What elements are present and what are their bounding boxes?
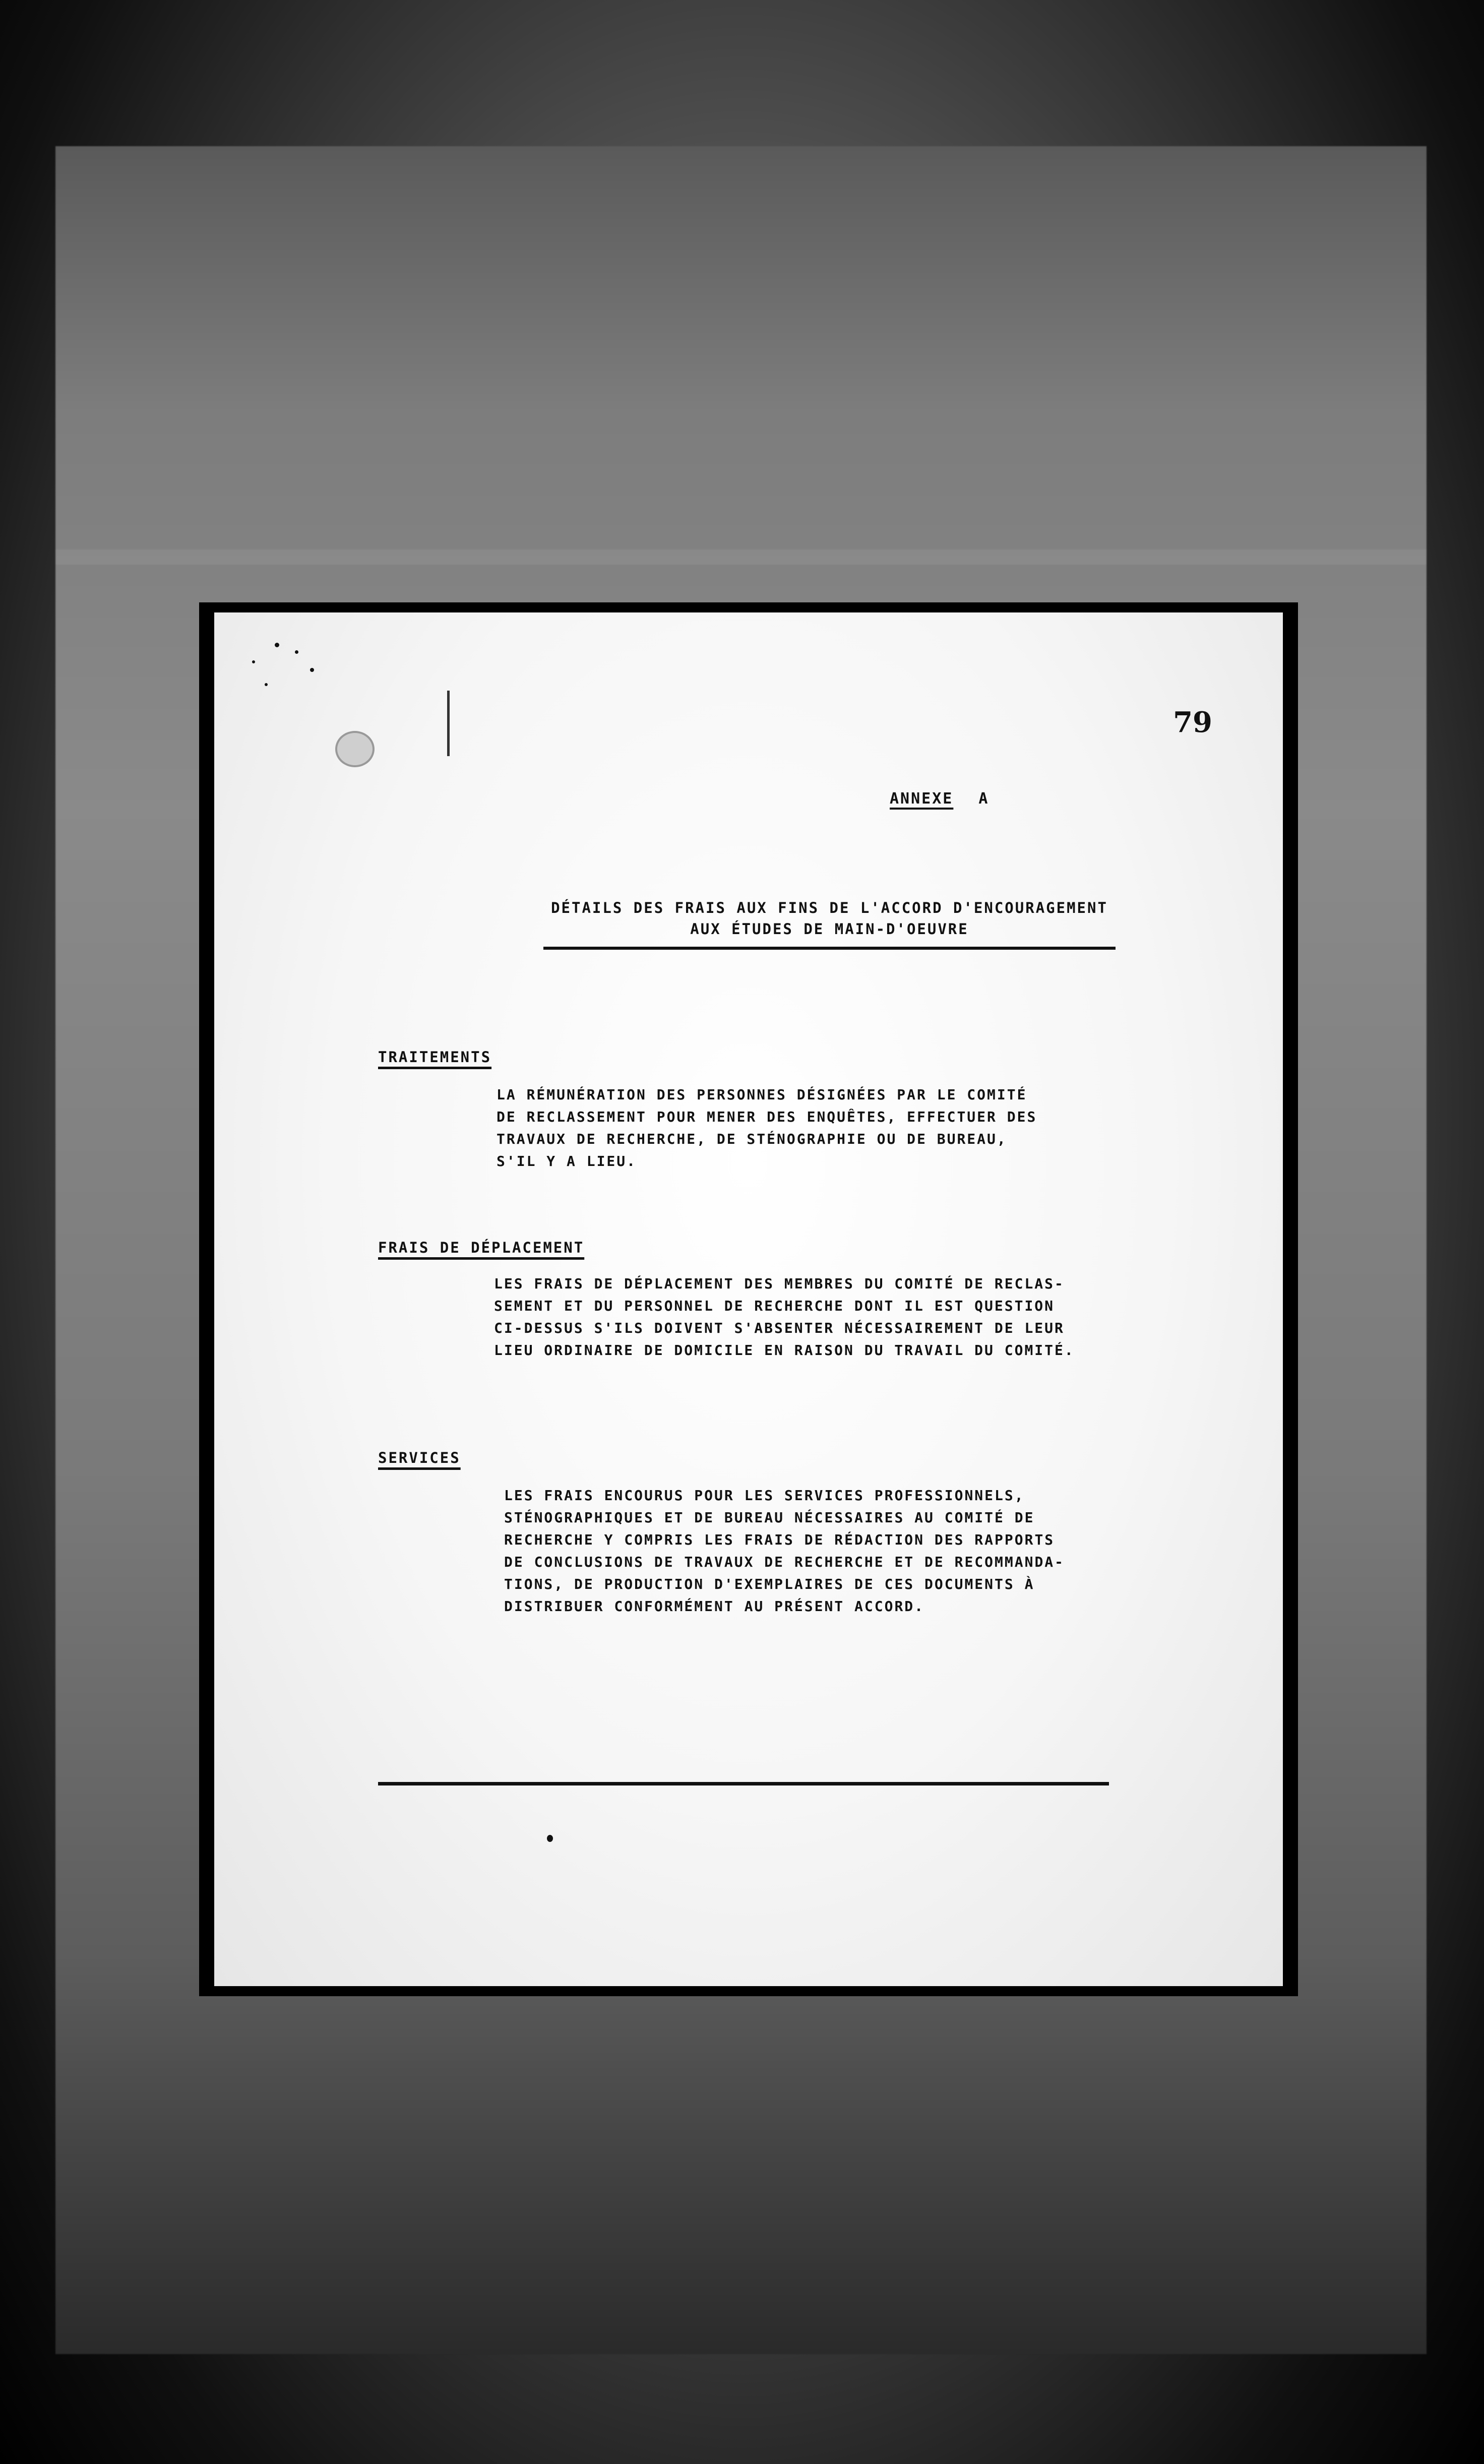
annex-label (890, 790, 989, 808)
punch-hole (335, 731, 375, 767)
page-number: 79 (1173, 706, 1212, 739)
section-body-frais-deplacement: LES FRAIS DE DÉPLACEMENT DES MEMBRES DU COMITÉ DE RECLAS- SEMENT ET DU PERSONNEL DE RECHERCHE DONT IL EST QUESTION CI-DESSUS S'ILS DOIVENT S'ABSENTER NÉCESSAIREMENT DE LEUR LIEU ORDINAIRE DE DOMICILE EN RAISON DU TRAVAIL DU COMITÉ. (494, 1275, 1075, 1359)
annex-word: ANNEXE (890, 790, 954, 808)
title-line-2: AUX ÉTUDES DE MAIN-D'OEUVRE (690, 920, 969, 938)
ink-speck (547, 1835, 553, 1842)
ink-speck (295, 650, 298, 654)
annex-letter: A (978, 790, 990, 808)
ink-speck (265, 683, 268, 686)
closing-rule (378, 1782, 1109, 1785)
ink-speck (310, 668, 314, 672)
section-heading-services: SERVICES (378, 1449, 461, 1466)
section-heading-frais-deplacement: FRAIS DE DÉPLACEMENT (378, 1239, 585, 1256)
section-body-traitements: LA RÉMUNÉRATION DES PERSONNES DÉSIGNÉES PAR LE COMITÉ DE RECLASSEMENT POUR MENER DES ENQUÊTES, EFFECTUER DES TRAVAUX DE RECHERCHE, DE STÉNOGRAPHIE OU DE BUREAU, S'IL Y A LIEU. (497, 1086, 1037, 1169)
document-page (214, 612, 1283, 1986)
ink-speck (252, 660, 255, 663)
title-line-1: DÉTAILS DES FRAIS AUX FINS DE L'ACCORD D'ENCOURAGEMENT (551, 899, 1108, 916)
section-heading-traitements: TRAITEMENTS (378, 1049, 492, 1066)
ink-speck (275, 643, 279, 647)
section-body-services: LES FRAIS ENCOURUS POUR LES SERVICES PROFESSIONNELS, STÉNOGRAPHIQUES ET DE BUREAU NÉCESSAIRES AU COMITÉ DE RECHERCHE Y COMPRIS LES FRAIS DE RÉDACTION DES RAPPORTS DE CONCLUSIONS DE TRAVAUX DE RECHERCHE ET DE RECOMMANDA- TIONS, DE PRODUCTION D'EXEMPLAIRES DE CES DOCUMENTS À DISTRIBUER CONFORMÉMENT AU PRÉSENT ACCORD. (504, 1487, 1065, 1615)
document-title (543, 897, 1116, 950)
margin-mark (447, 691, 450, 756)
